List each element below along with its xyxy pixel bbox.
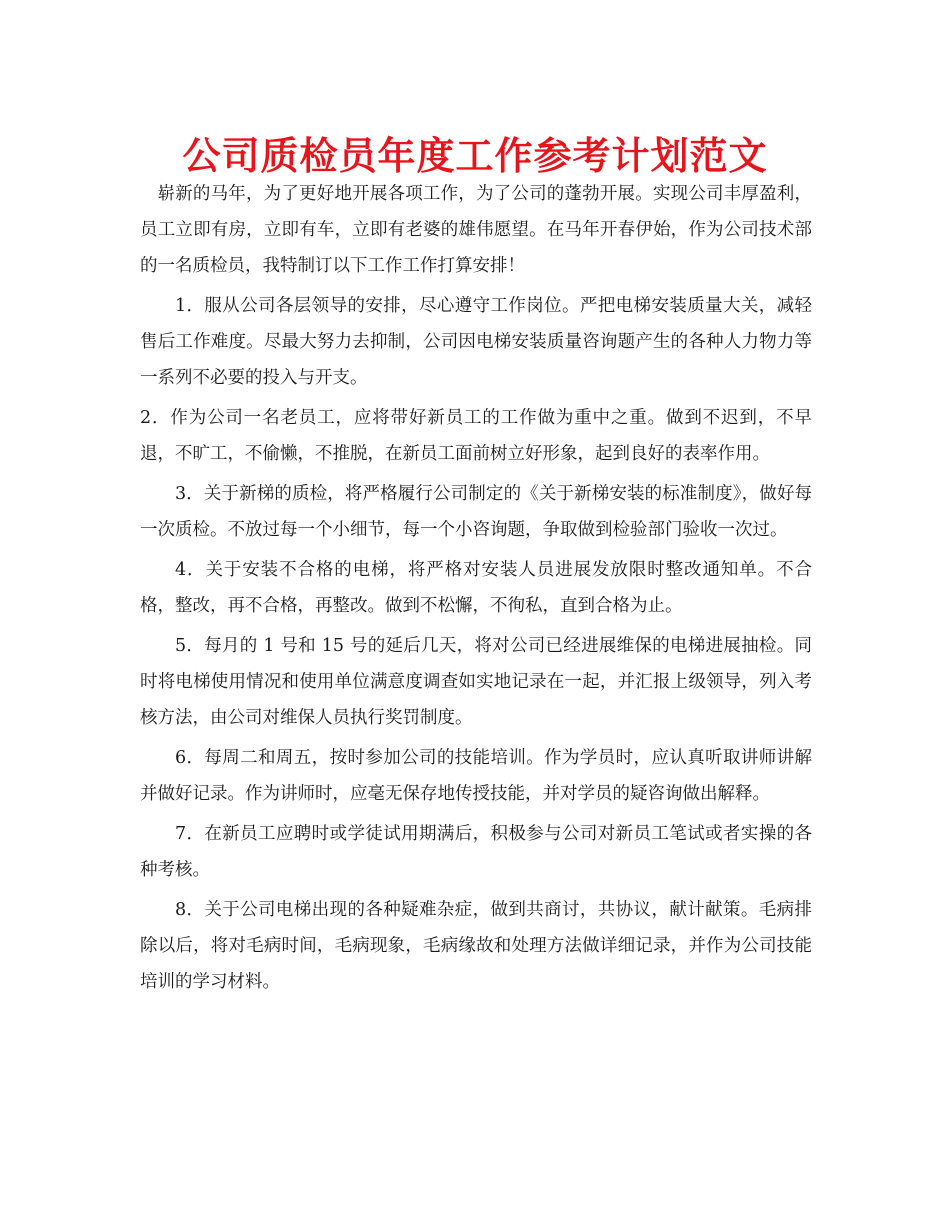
document-title: 公司质检员年度工作参考计划范文 [182, 134, 768, 178]
paragraph-item-4: 4．关于安装不合格的电梯，将严格对安装人员进展发放限时整改通知单。不合格，整改，再不合格，再整改。做到不松懈，不徇私，直到合格为止。 [140, 560, 812, 616]
paragraph-item-7: 7．在新员工应聘时或学徒试用期满后，积极参与公司对新员工笔试或者实操的各种考核。 [140, 824, 812, 880]
paragraph-intro: 崭新的马年，为了更好地开展各项工作，为了公司的蓬勃开展。实现公司丰厚盈利，员工立即有房，立即有车，立即有老婆的雄伟愿望。在马年开春伊始，作为公司技术部的一名质检员，我特制订以下工作工作打算安排！ [140, 184, 812, 276]
document-body [140, 176, 812, 1004]
paragraph-item-2: 2．作为公司一名老员工，应将带好新员工的工作做为重中之重。做到不迟到，不早退，不旷工，不偷懒，不推脱，在新员工面前树立好形象，起到良好的表率作用。 [140, 408, 812, 464]
paragraph-item-3: 3．关于新梯的质检，将严格履行公司制定的《关于新梯安装的标准制度》，做好每一次质检。不放过每一个小细节，每一个小咨询题，争取做到检验部门验收一次过。 [140, 484, 812, 540]
paragraph-item-5: 5．每月的 1 号和 15 号的延后几天，将对公司已经进展维保的电梯进展抽检。同时将电梯使用情况和使用单位满意度调查如实地记录在一起，并汇报上级领导，列入考核方法，由公司对维保人员执行奖罚制度。 [140, 636, 812, 728]
paragraph-item-8: 8．关于公司电梯出现的各种疑难杂症，做到共商讨，共协议，献计献策。毛病排除以后，将对毛病时间，毛病现象，毛病缘故和处理方法做详细记录，并作为公司技能培训的学习材料。 [140, 900, 812, 992]
paragraph-item-1: 1．服从公司各层领导的安排，尽心遵守工作岗位。严把电梯安装质量大关，减轻售后工作难度。尽最大努力去抑制，公司因电梯安装质量咨询题产生的各种人力物力等一系列不必要的投入与开支。 [140, 296, 812, 388]
paragraph-item-6: 6．每周二和周五，按时参加公司的技能培训。作为学员时，应认真听取讲师讲解并做好记录。作为讲师时，应毫无保存地传授技能，并对学员的疑咨询做出解释。 [140, 748, 812, 804]
